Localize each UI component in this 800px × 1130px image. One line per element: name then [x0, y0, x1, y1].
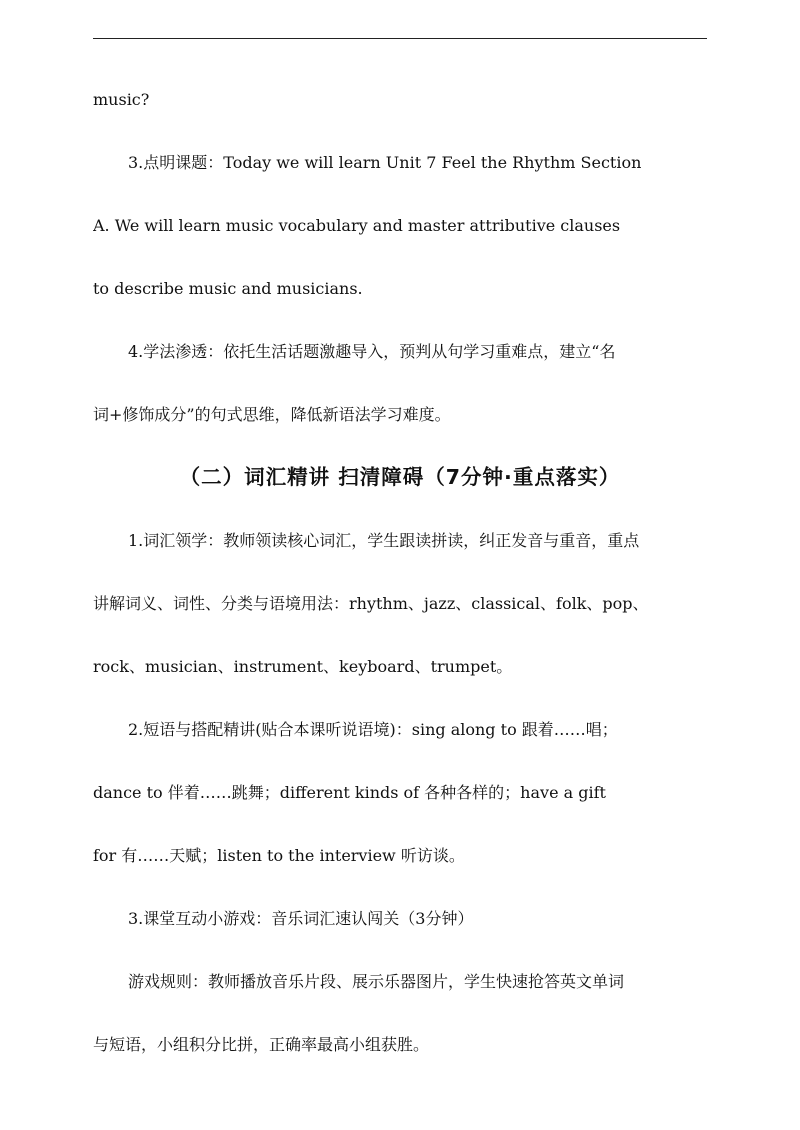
text-line-method-cont: 词+修饰成分”的句式思维，降低新语法学习难度。: [93, 405, 451, 424]
text-line-vocab-words-cont: rock、musician、instrument、keyboard、trumpet。: [93, 657, 513, 676]
text-line-game-title: 3.课堂互动小游戏：音乐词汇速认闯关（3分钟）: [128, 909, 474, 928]
text-line-game-rules-cont: 与短语，小组积分比拼，正确率最高小组获胜。: [93, 1035, 430, 1054]
text-line-phrases: 2.短语与搭配精讲(贴合本课听说语境)：sing along to 跟着……唱；: [128, 720, 618, 739]
text-line-phrases-cont: dance to 伴着……跳舞；different kinds of 各种各样的；have a gift: [93, 783, 606, 802]
text-line-vocab-words: 讲解词义、词性、分类与语境用法：rhythm、jazz、classical、folk、pop、: [93, 594, 649, 613]
text-line-game-rules: 游戏规则：教师播放音乐片段、展示乐器图片，学生快速抢答英文单词: [128, 972, 625, 991]
text-line-lesson-topic-cont: A. We will learn music vocabulary and master attributive clauses: [93, 216, 621, 235]
text-line-vocab-lead: 1.词汇领学：教师领读核心词汇，学生跟读拼读，纠正发音与重音，重点: [128, 531, 640, 550]
text-line-lesson-topic-end: to describe music and musicians.: [93, 279, 363, 298]
text-line-phrases-end: for 有……天赋；listen to the interview 听访谈。: [93, 846, 465, 865]
section-heading-vocabulary: （二）词汇精讲 扫清障碍（7分钟·重点落实）: [179, 465, 621, 489]
text-line-music-question: music?: [93, 90, 150, 109]
text-line-lesson-topic: 3.点明课题：Today we will learn Unit 7 Feel the Rhythm Section: [128, 153, 642, 172]
header-rule: [93, 38, 707, 39]
text-line-method: 4.学法渗透：依托生活话题激趣导入，预判从句学习重难点，建立“名: [128, 342, 616, 361]
document-body: [93, 68, 707, 1076]
